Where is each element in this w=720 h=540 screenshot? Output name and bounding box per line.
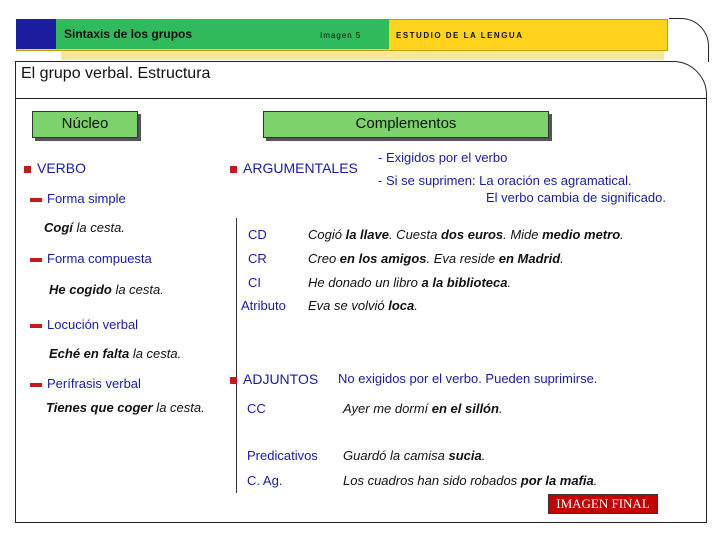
text-bold: en Madrid (498, 251, 561, 266)
locucion-verbal-item (30, 317, 138, 332)
text-part: Ayer me dormí (343, 401, 432, 416)
bullet-icon (230, 166, 237, 173)
text-bold: la llave (345, 227, 389, 242)
forma-compuesta-example (49, 282, 164, 297)
example-bold: He cogido (49, 282, 112, 297)
text-bold: dos euros (440, 227, 504, 242)
example-bold: Cogí (44, 220, 73, 235)
c-ag-example (343, 473, 597, 488)
section-title: El grupo verbal. Estructura (21, 65, 211, 82)
forma-simple-label: Forma simple (47, 191, 126, 206)
bullet-icon (24, 166, 31, 173)
complementos-bracket (236, 218, 237, 493)
text-bold: loca (388, 298, 415, 313)
argumentales-item (230, 160, 358, 176)
cc-example (343, 401, 503, 416)
cr-label: CR (248, 251, 267, 266)
text-part: . (414, 298, 418, 313)
dash-icon (30, 198, 42, 202)
verbo-label: VERBO (37, 160, 87, 176)
text-part: . (560, 251, 564, 266)
text-bold: por la mafia (520, 473, 594, 488)
locucion-verbal-label: Locución verbal (47, 317, 139, 332)
text-part: . (593, 473, 598, 488)
cd-label: CD (248, 227, 267, 242)
text-part: . (481, 448, 486, 463)
c-ag-label: C. Ag. (247, 473, 283, 488)
text-part: . (507, 275, 512, 290)
argumentales-note-1: - Exigidos por el verbo (378, 150, 508, 165)
adjuntos-item (230, 371, 318, 387)
complementos-box: Complementos (263, 111, 549, 138)
predicativos-label: Predicativos (247, 448, 318, 463)
header-subject: ESTUDIO DE LA LENGUA (396, 31, 524, 40)
text-part: Guardó la camisa (343, 448, 449, 463)
header-dark-block (16, 19, 56, 49)
cr-example (308, 251, 564, 266)
text-part: . Mide (503, 227, 543, 242)
ci-label: CI (248, 275, 261, 290)
text-part: . (620, 227, 624, 242)
forma-compuesta-label: Forma compuesta (47, 251, 152, 266)
dash-icon (30, 383, 42, 387)
frame-corner (669, 18, 709, 62)
text-part: Los cuadros han sido robados (343, 473, 521, 488)
example-rest: la cesta. (129, 346, 182, 361)
header-title: Sintaxis de los grupos (64, 27, 193, 41)
atributo-example (308, 298, 418, 313)
header-image-label: Imagen 5 (320, 31, 362, 40)
argumentales-label: ARGUMENTALES (243, 160, 358, 176)
text-bold: en los amigos (339, 251, 427, 266)
atributo-label: Atributo (241, 298, 286, 313)
text-part: . (498, 401, 503, 416)
adjuntos-note: No exigidos por el verbo. Pueden suprimirse. (338, 371, 598, 386)
example-bold: Tienes que coger (46, 400, 153, 415)
text-bold: en el sillón (431, 401, 499, 416)
forma-simple-example (44, 220, 125, 235)
example-rest: la cesta. (152, 400, 205, 415)
text-part: . Eva reside (426, 251, 499, 266)
text-part: Creo (308, 251, 340, 266)
dash-icon (30, 258, 42, 262)
adjuntos-label: ADJUNTOS (243, 371, 319, 387)
text-bold: medio metro (542, 227, 621, 242)
perifrasis-verbal-label: Perífrasis verbal (47, 376, 141, 391)
ci-example (308, 275, 511, 290)
text-part: He donado un libro (308, 275, 422, 290)
example-bold: Eché en falta (49, 346, 130, 361)
dash-icon (30, 324, 42, 328)
perifrasis-verbal-item (30, 376, 141, 391)
locucion-verbal-example (49, 346, 181, 361)
verbo-item (24, 160, 86, 176)
nucleo-box: Núcleo (32, 111, 138, 138)
imagen-final-button[interactable]: IMAGEN FINAL (548, 494, 658, 514)
perifrasis-verbal-example (46, 400, 205, 415)
cd-example (308, 227, 624, 242)
text-bold: sucia (448, 448, 482, 463)
text-part: . Cuesta (388, 227, 441, 242)
argumentales-note-2: - Si se suprimen: La oración es agramatical. (378, 173, 632, 188)
forma-simple-item (30, 191, 126, 206)
text-part: Eva se volvió (308, 298, 389, 313)
forma-compuesta-item (30, 251, 152, 266)
cc-label: CC (247, 401, 266, 416)
text-bold: a la biblioteca (421, 275, 508, 290)
example-rest: la cesta. (72, 220, 125, 235)
argumentales-note-3: El verbo cambia de significado. (486, 190, 666, 205)
example-rest: la cesta. (111, 282, 164, 297)
bullet-icon (230, 377, 237, 384)
text-part: Cogió (308, 227, 346, 242)
title-divider (15, 98, 707, 99)
predicativos-example (343, 448, 485, 463)
